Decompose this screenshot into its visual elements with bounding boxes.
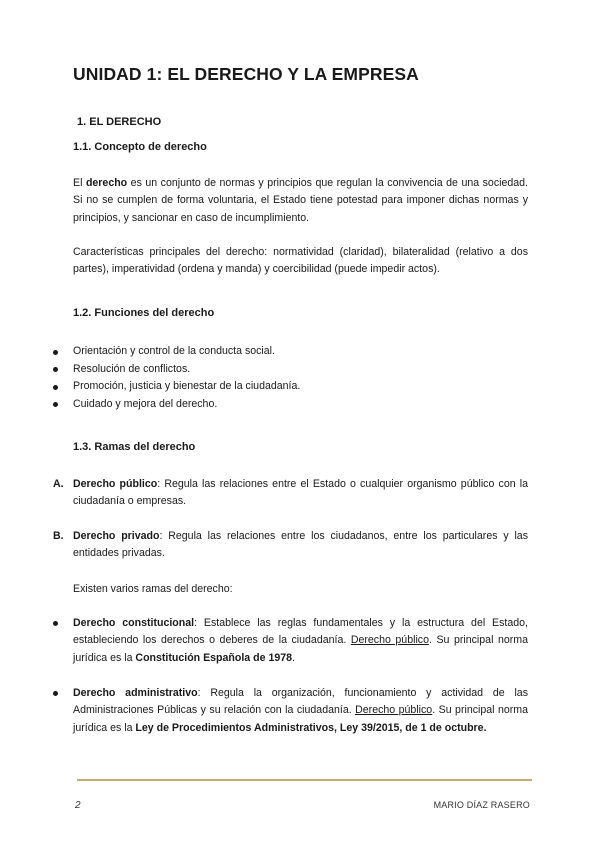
derecho-publico-underline: Derecho público: [350, 634, 429, 647]
paragraph-ramas-intro: Existen varios ramas del derecho:: [73, 583, 233, 595]
bullet-icon: [53, 367, 58, 372]
term-derecho-privado: Derecho privado: [73, 530, 160, 542]
page-number: 2: [75, 800, 81, 811]
page-title: UNIDAD 1: EL DERECHO Y LA EMPRESA: [73, 64, 419, 84]
list-item: Cuidado y mejora del derecho.: [0, 396, 600, 414]
term-derecho: derecho: [85, 177, 128, 189]
section-heading-derecho: 1. EL DERECHO: [77, 116, 162, 128]
list-item: Promoción, justicia y bienestar de la ciudadanía.: [0, 378, 600, 396]
list-item: Orientación y control de la conducta social.: [0, 343, 600, 361]
footer-divider: [77, 779, 532, 781]
constitucion-reference: Constitución Española de 1978: [135, 651, 293, 664]
bullet-icon: [53, 385, 58, 390]
bullet-icon: [53, 691, 58, 696]
term-derecho-constitucional: Derecho constitucional: [73, 617, 195, 629]
bullet-icon: [53, 402, 58, 407]
ley-reference: Ley de Procedimientos Administrativos, Ley 39/2015, de 1 de octubre.: [135, 721, 487, 734]
paragraph-caracteristicas: Características principales del derecho: normatividad (claridad), bilateralidad (relativo a dos partes), imperatividad (ordena y manda) y coercibilidad (puede impedir actos).: [73, 246, 528, 276]
rama-item-publico: A. Derecho público: Regula las relaciones entre el Estado o cualquier organismo público con la ciudadanía o empresas.: [53, 478, 529, 508]
subheading-funciones: 1.2. Funciones del derecho: [73, 307, 215, 319]
rama-item-administrativo: Derecho administrativo: Regula la organización, funcionamiento y actividad de las Administraciones Públicas y su relación con la ciudadanía. Derecho público. Su principal norma jurídica es la Ley de Procedimientos Administrativos, Ley 39/2015, de 1 de octubre.: [0, 685, 600, 737]
term-derecho-administrativo: Derecho administrativo: [73, 687, 198, 699]
item-marker: B.: [53, 530, 64, 542]
term-derecho-publico: Derecho público: [73, 478, 158, 490]
bullet-icon: [53, 621, 58, 626]
rama-item-constitucional: Derecho constitucional: Establece las reglas fundamentales y la estructura del Estado, estableciendo los derechos o deberes de la ciudadanía. Derecho público. Su principal norma jurídica es la Constitución Española de 1978.: [0, 615, 600, 667]
derecho-publico-underline: Derecho público: [355, 704, 433, 717]
funciones-list: [0, 343, 600, 413]
item-marker: A.: [53, 478, 64, 490]
bullet-icon: [53, 350, 58, 355]
subheading-concepto: 1.1. Concepto de derecho: [73, 141, 207, 153]
paragraph-definicion: El derecho es un conjunto de normas y principios que regulan la convivencia de una sociedad. Si no se cumplen de forma voluntaria, el Estado tiene potestad para imponer dichas normas y principios, y sancionar en caso de incumplimiento.: [73, 177, 528, 224]
subheading-ramas: 1.3. Ramas del derecho: [73, 441, 196, 453]
list-item: Resolución de conflictos.: [0, 361, 600, 379]
rama-item-privado: B. Derecho privado: Regula las relaciones entre los ciudadanos, entre los particulares y las entidades privadas.: [53, 530, 528, 560]
footer-author: MARIO DÍAZ RASERO: [433, 800, 530, 810]
